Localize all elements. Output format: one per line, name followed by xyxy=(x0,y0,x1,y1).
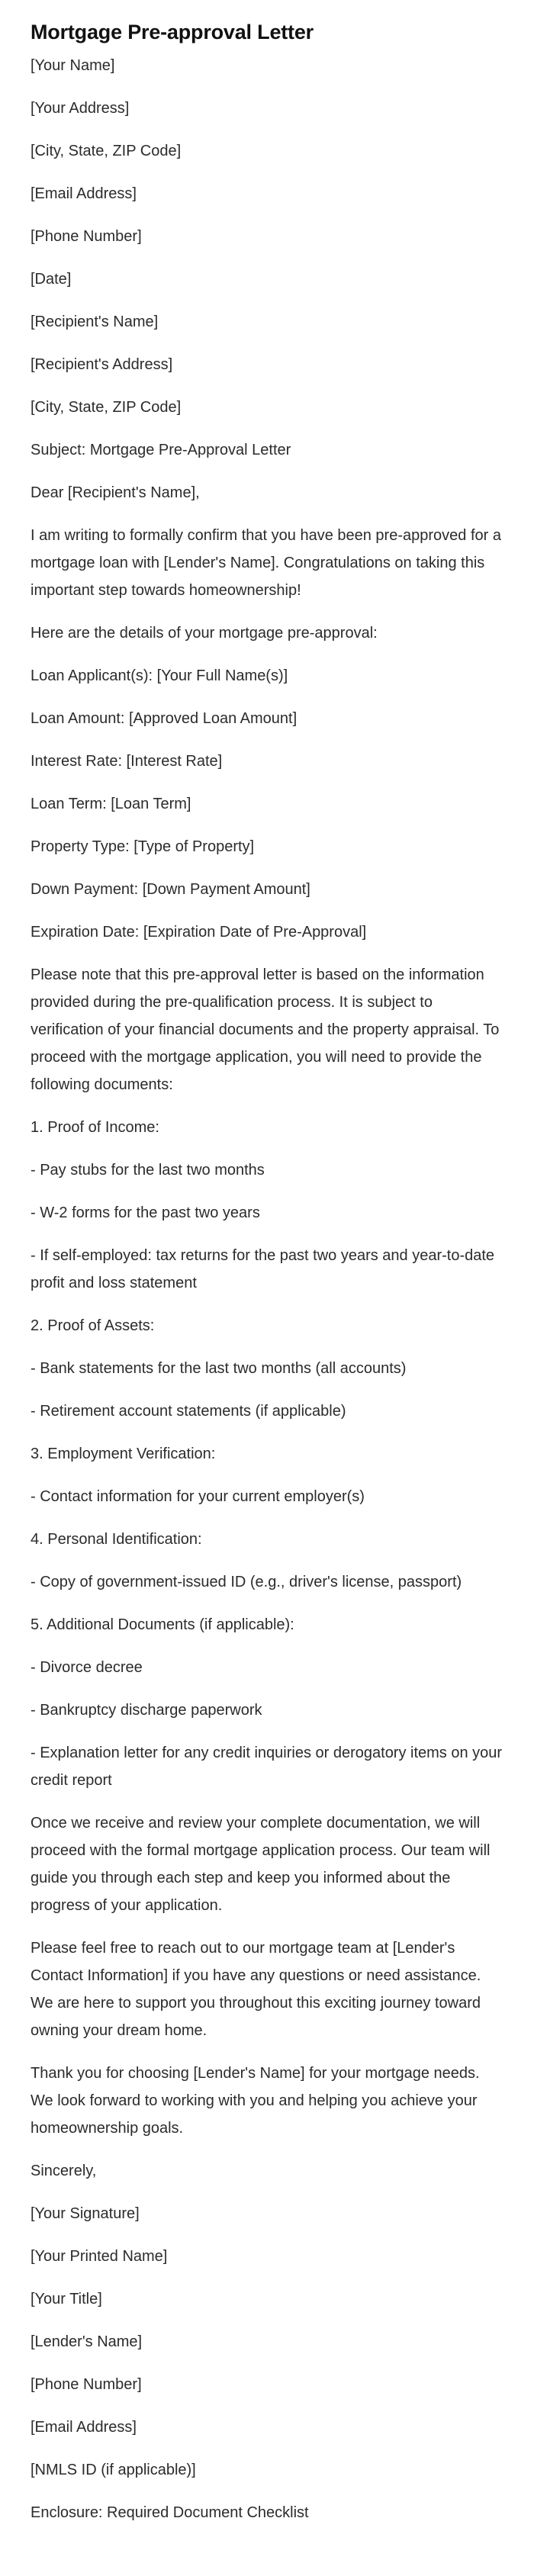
letter-paragraph: Sincerely, xyxy=(31,2163,97,2179)
letter-paragraph: - Contact information for your current employer(s) xyxy=(31,1488,365,1505)
letter-paragraph: [City, State, ZIP Code] xyxy=(31,143,182,159)
letter-paragraph: [Recipient's Name] xyxy=(31,314,159,330)
letter-body xyxy=(31,52,503,2526)
letter-paragraph: Please note that this pre-approval letter is based on the information provided during the pre-qualification process. It is subject to verification of your financial documents and the property appraisal. To proceed with the mortgage application, you will need to provide the following documents: xyxy=(31,966,500,1093)
letter-paragraph: [Lender's Name] xyxy=(31,2333,143,2350)
letter-paragraph: [Phone Number] xyxy=(31,2376,142,2393)
document-title: Mortgage Pre-approval Letter xyxy=(31,21,314,43)
letter-paragraph: - Bank statements for the last two months (all accounts) xyxy=(31,1360,407,1377)
letter-paragraph: - Bankruptcy discharge paperwork xyxy=(31,1702,262,1719)
letter-paragraph: Down Payment: [Down Payment Amount] xyxy=(31,881,310,898)
letter-paragraph: Enclosure: Required Document Checklist xyxy=(31,2504,309,2521)
letter-paragraph: - If self-employed: tax returns for the past two years and year-to-date profit and loss statement xyxy=(31,1247,495,1291)
letter-paragraph: - Retirement account statements (if applicable) xyxy=(31,1403,346,1420)
letter-paragraph: Loan Term: [Loan Term] xyxy=(31,796,191,812)
letter-paragraph: Subject: Mortgage Pre-Approval Letter xyxy=(31,442,291,458)
letter-paragraph: Once we receive and review your complete documentation, we will proceed with the formal mortgage application process. Our team will guide you through each step and keep you informed about the progress of your application. xyxy=(31,1815,491,1914)
letter-paragraph: - Pay stubs for the last two months xyxy=(31,1162,265,1179)
letter-paragraph: - W-2 forms for the past two years xyxy=(31,1204,260,1221)
letter-paragraph: 4. Personal Identification: xyxy=(31,1531,202,1548)
letter-paragraph: - Divorce decree xyxy=(31,1659,143,1676)
letter-paragraph: 3. Employment Verification: xyxy=(31,1446,216,1462)
letter-paragraph: [Phone Number] xyxy=(31,228,142,245)
letter-paragraph: [NMLS ID (if applicable)] xyxy=(31,2462,196,2478)
letter-paragraph: Expiration Date: [Expiration Date of Pre-Approval] xyxy=(31,924,367,941)
letter-paragraph: [Your Title] xyxy=(31,2291,102,2307)
letter-paragraph: I am writing to formally confirm that you have been pre-approved for a mortgage loan with [Lender's Name]. Congratulations on taking this important step towards homeownership! xyxy=(31,527,501,599)
letter-paragraph: [Email Address] xyxy=(31,2419,137,2436)
letter-paragraph: - Explanation letter for any credit inquiries or derogatory items on your credit report xyxy=(31,1745,503,1789)
letter-paragraph: 1. Proof of Income: xyxy=(31,1119,159,1136)
letter-paragraph: [Your Signature] xyxy=(31,2205,140,2222)
letter-paragraph: Loan Applicant(s): [Your Full Name(s)] xyxy=(31,667,288,684)
letter-paragraph: Thank you for choosing [Lender's Name] for your mortgage needs. We look forward to working with you and helping you achieve your homeownership goals. xyxy=(31,2065,480,2137)
letter-paragraph: [City, State, ZIP Code] xyxy=(31,399,182,416)
letter-paragraph: Here are the details of your mortgage pre-approval: xyxy=(31,625,378,642)
letter-paragraph: - Copy of government-issued ID (e.g., driver's license, passport) xyxy=(31,1574,462,1590)
letter-paragraph: [Email Address] xyxy=(31,185,137,202)
letter-paragraph: [Recipient's Address] xyxy=(31,356,173,373)
letter-paragraph: [Your Printed Name] xyxy=(31,2248,168,2265)
letter-paragraph: [Your Name] xyxy=(31,57,115,74)
letter-paragraph: 5. Additional Documents (if applicable): xyxy=(31,1616,294,1633)
letter-paragraph: Dear [Recipient's Name], xyxy=(31,484,200,501)
letter-paragraph: Please feel free to reach out to our mortgage team at [Lender's Contact Information] if you have any questions or need assistance. We are here to support you throughout this exciting journey toward owning your dream home. xyxy=(31,1940,481,2039)
letter-paragraph: 2. Proof of Assets: xyxy=(31,1317,155,1334)
letter-paragraph: [Date] xyxy=(31,271,72,288)
letter-paragraph: Interest Rate: [Interest Rate] xyxy=(31,753,223,770)
letter-paragraph: Loan Amount: [Approved Loan Amount] xyxy=(31,710,298,727)
letter-paragraph: Property Type: [Type of Property] xyxy=(31,838,255,855)
letter-paragraph: [Your Address] xyxy=(31,100,130,117)
